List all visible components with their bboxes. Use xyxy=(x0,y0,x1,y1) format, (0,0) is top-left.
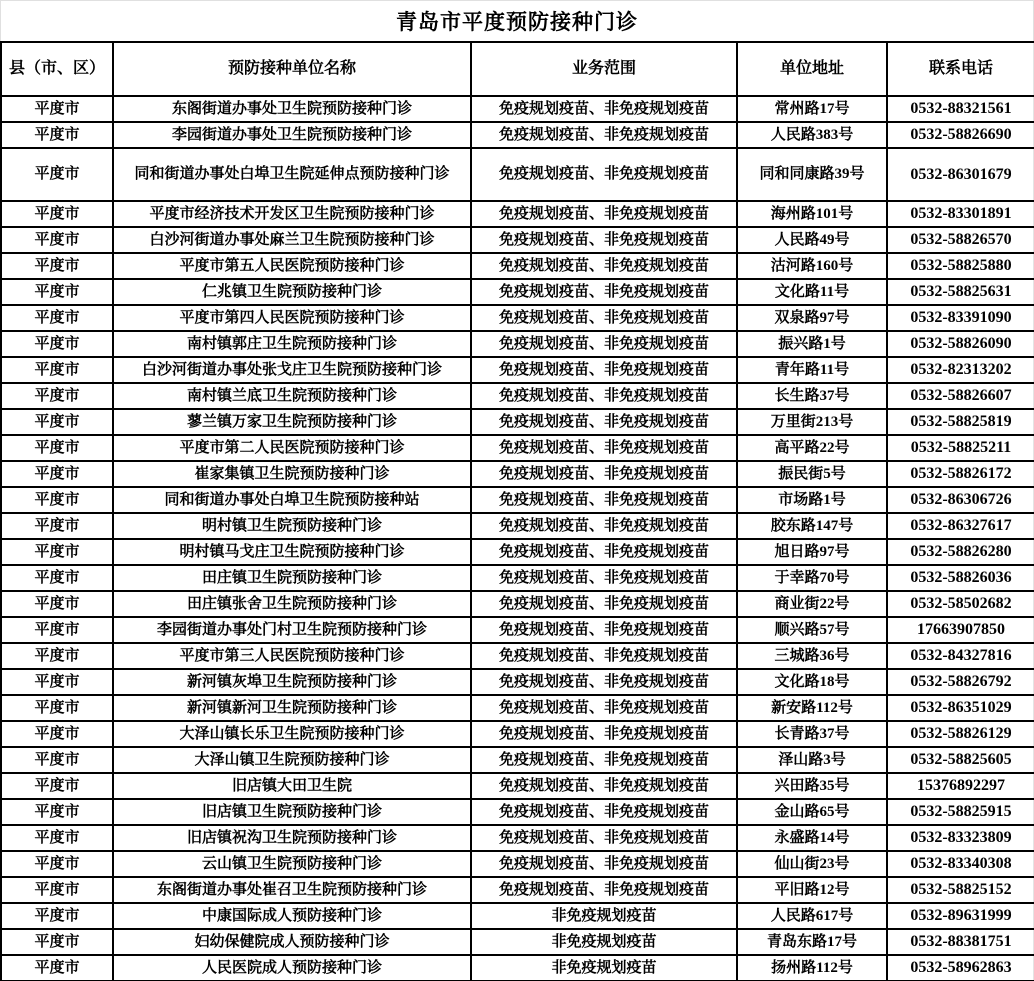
phone-cell: 0532-58826570 xyxy=(887,227,1034,253)
table-row xyxy=(1,955,1034,981)
address-cell: 胶东路147号 xyxy=(737,513,887,539)
unit-name-cell: 妇幼保健院成人预防接种门诊 xyxy=(113,929,471,955)
phone-cell: 0532-86351029 xyxy=(887,695,1034,721)
phone-cell: 0532-58825915 xyxy=(887,799,1034,825)
unit-name-cell: 大泽山镇长乐卫生院预防接种门诊 xyxy=(113,721,471,747)
county-cell: 平度市 xyxy=(1,929,113,955)
address-cell: 文化路18号 xyxy=(737,669,887,695)
scope-cell: 免疫规划疫苗、非免疫规划疫苗 xyxy=(471,799,737,825)
table-row xyxy=(1,122,1034,148)
unit-name-cell: 白沙河街道办事处麻兰卫生院预防接种门诊 xyxy=(113,227,471,253)
address-cell: 人民路383号 xyxy=(737,122,887,148)
table-header xyxy=(1,42,1034,96)
county-cell: 平度市 xyxy=(1,357,113,383)
county-cell: 平度市 xyxy=(1,643,113,669)
table-row xyxy=(1,617,1034,643)
unit-name-cell: 南村镇郭庄卫生院预防接种门诊 xyxy=(113,331,471,357)
header-phone: 联系电话 xyxy=(887,42,1034,96)
header-address: 单位地址 xyxy=(737,42,887,96)
address-cell: 人民路49号 xyxy=(737,227,887,253)
phone-cell: 0532-58826690 xyxy=(887,122,1034,148)
unit-name-cell: 东阁街道办事处崔召卫生院预防接种门诊 xyxy=(113,877,471,903)
unit-name-cell: 中康国际成人预防接种门诊 xyxy=(113,903,471,929)
county-cell: 平度市 xyxy=(1,148,113,201)
phone-cell: 0532-83301891 xyxy=(887,201,1034,227)
unit-name-cell: 大泽山镇卫生院预防接种门诊 xyxy=(113,747,471,773)
unit-name-cell: 云山镇卫生院预防接种门诊 xyxy=(113,851,471,877)
table-row xyxy=(1,305,1034,331)
scope-cell: 免疫规划疫苗、非免疫规划疫苗 xyxy=(471,461,737,487)
county-cell: 平度市 xyxy=(1,487,113,513)
scope-cell: 非免疫规划疫苗 xyxy=(471,903,737,929)
address-cell: 旭日路97号 xyxy=(737,539,887,565)
county-cell: 平度市 xyxy=(1,409,113,435)
unit-name-cell: 仁兆镇卫生院预防接种门诊 xyxy=(113,279,471,305)
county-cell: 平度市 xyxy=(1,695,113,721)
county-cell: 平度市 xyxy=(1,773,113,799)
phone-cell: 0532-58825605 xyxy=(887,747,1034,773)
unit-name-cell: 白沙河街道办事处张戈庄卫生院预防接种门诊 xyxy=(113,357,471,383)
unit-name-cell: 明村镇卫生院预防接种门诊 xyxy=(113,513,471,539)
table-row xyxy=(1,877,1034,903)
unit-name-cell: 平度市第四人民医院预防接种门诊 xyxy=(113,305,471,331)
phone-cell: 0532-58825211 xyxy=(887,435,1034,461)
phone-cell: 0532-86306726 xyxy=(887,487,1034,513)
unit-name-cell: 平度市第三人民医院预防接种门诊 xyxy=(113,643,471,669)
address-cell: 文化路11号 xyxy=(737,279,887,305)
phone-cell: 17663907850 xyxy=(887,617,1034,643)
scope-cell: 免疫规划疫苗、非免疫规划疫苗 xyxy=(471,279,737,305)
county-cell: 平度市 xyxy=(1,227,113,253)
table-row xyxy=(1,565,1034,591)
unit-name-cell: 旧店镇祝沟卫生院预防接种门诊 xyxy=(113,825,471,851)
address-cell: 同和同康路39号 xyxy=(737,148,887,201)
address-cell: 高平路22号 xyxy=(737,435,887,461)
phone-cell: 0532-83340308 xyxy=(887,851,1034,877)
unit-name-cell: 平度市经济技术开发区卫生院预防接种门诊 xyxy=(113,201,471,227)
address-cell: 人民路617号 xyxy=(737,903,887,929)
phone-cell: 0532-58826090 xyxy=(887,331,1034,357)
county-cell: 平度市 xyxy=(1,122,113,148)
scope-cell: 免疫规划疫苗、非免疫规划疫苗 xyxy=(471,409,737,435)
table-row xyxy=(1,409,1034,435)
header-row xyxy=(1,42,1034,96)
scope-cell: 免疫规划疫苗、非免疫规划疫苗 xyxy=(471,851,737,877)
scope-cell: 免疫规划疫苗、非免疫规划疫苗 xyxy=(471,825,737,851)
page-title: 青岛市平度预防接种门诊 xyxy=(0,0,1034,41)
scope-cell: 免疫规划疫苗、非免疫规划疫苗 xyxy=(471,773,737,799)
table-row xyxy=(1,825,1034,851)
address-cell: 市场路1号 xyxy=(737,487,887,513)
unit-name-cell: 李园街道办事处门村卫生院预防接种门诊 xyxy=(113,617,471,643)
header-scope: 业务范围 xyxy=(471,42,737,96)
phone-cell: 0532-83323809 xyxy=(887,825,1034,851)
county-cell: 平度市 xyxy=(1,747,113,773)
table-row xyxy=(1,435,1034,461)
table-row xyxy=(1,747,1034,773)
phone-cell: 15376892297 xyxy=(887,773,1034,799)
address-cell: 青岛东路17号 xyxy=(737,929,887,955)
table-row xyxy=(1,148,1034,201)
county-cell: 平度市 xyxy=(1,955,113,981)
scope-cell: 免疫规划疫苗、非免疫规划疫苗 xyxy=(471,591,737,617)
unit-name-cell: 田庄镇卫生院预防接种门诊 xyxy=(113,565,471,591)
address-cell: 新安路112号 xyxy=(737,695,887,721)
scope-cell: 免疫规划疫苗、非免疫规划疫苗 xyxy=(471,357,737,383)
county-cell: 平度市 xyxy=(1,825,113,851)
table-row xyxy=(1,799,1034,825)
scope-cell: 免疫规划疫苗、非免疫规划疫苗 xyxy=(471,695,737,721)
table-row xyxy=(1,669,1034,695)
scope-cell: 免疫规划疫苗、非免疫规划疫苗 xyxy=(471,435,737,461)
address-cell: 扬州路112号 xyxy=(737,955,887,981)
scope-cell: 免疫规划疫苗、非免疫规划疫苗 xyxy=(471,617,737,643)
table-row xyxy=(1,201,1034,227)
header-unit-name: 预防接种单位名称 xyxy=(113,42,471,96)
unit-name-cell: 新河镇新河卫生院预防接种门诊 xyxy=(113,695,471,721)
table-row xyxy=(1,253,1034,279)
table-body xyxy=(1,96,1034,981)
table-row xyxy=(1,929,1034,955)
phone-cell: 0532-58825819 xyxy=(887,409,1034,435)
county-cell: 平度市 xyxy=(1,591,113,617)
county-cell: 平度市 xyxy=(1,513,113,539)
table-row xyxy=(1,773,1034,799)
table-row xyxy=(1,227,1034,253)
table-row xyxy=(1,383,1034,409)
address-cell: 常州路17号 xyxy=(737,96,887,122)
county-cell: 平度市 xyxy=(1,851,113,877)
scope-cell: 免疫规划疫苗、非免疫规划疫苗 xyxy=(471,513,737,539)
table-row xyxy=(1,331,1034,357)
scope-cell: 免疫规划疫苗、非免疫规划疫苗 xyxy=(471,227,737,253)
address-cell: 三城路36号 xyxy=(737,643,887,669)
address-cell: 沽河路160号 xyxy=(737,253,887,279)
scope-cell: 免疫规划疫苗、非免疫规划疫苗 xyxy=(471,383,737,409)
scope-cell: 非免疫规划疫苗 xyxy=(471,929,737,955)
table-row xyxy=(1,695,1034,721)
unit-name-cell: 平度市第二人民医院预防接种门诊 xyxy=(113,435,471,461)
unit-name-cell: 平度市第五人民医院预防接种门诊 xyxy=(113,253,471,279)
address-cell: 仙山街23号 xyxy=(737,851,887,877)
scope-cell: 免疫规划疫苗、非免疫规划疫苗 xyxy=(471,877,737,903)
county-cell: 平度市 xyxy=(1,201,113,227)
unit-name-cell: 蓼兰镇万家卫生院预防接种门诊 xyxy=(113,409,471,435)
table-row xyxy=(1,96,1034,122)
unit-name-cell: 旧店镇卫生院预防接种门诊 xyxy=(113,799,471,825)
phone-cell: 0532-58825880 xyxy=(887,253,1034,279)
unit-name-cell: 崔家集镇卫生院预防接种门诊 xyxy=(113,461,471,487)
scope-cell: 免疫规划疫苗、非免疫规划疫苗 xyxy=(471,669,737,695)
phone-cell: 0532-58962863 xyxy=(887,955,1034,981)
county-cell: 平度市 xyxy=(1,617,113,643)
phone-cell: 0532-82313202 xyxy=(887,357,1034,383)
address-cell: 长生路37号 xyxy=(737,383,887,409)
county-cell: 平度市 xyxy=(1,383,113,409)
scope-cell: 免疫规划疫苗、非免疫规划疫苗 xyxy=(471,148,737,201)
phone-cell: 0532-86301679 xyxy=(887,148,1034,201)
county-cell: 平度市 xyxy=(1,799,113,825)
scope-cell: 免疫规划疫苗、非免疫规划疫苗 xyxy=(471,253,737,279)
scope-cell: 非免疫规划疫苗 xyxy=(471,955,737,981)
address-cell: 泽山路3号 xyxy=(737,747,887,773)
address-cell: 振民街5号 xyxy=(737,461,887,487)
address-cell: 于幸路70号 xyxy=(737,565,887,591)
address-cell: 双泉路97号 xyxy=(737,305,887,331)
phone-cell: 0532-83391090 xyxy=(887,305,1034,331)
county-cell: 平度市 xyxy=(1,461,113,487)
county-cell: 平度市 xyxy=(1,435,113,461)
table-row xyxy=(1,591,1034,617)
scope-cell: 免疫规划疫苗、非免疫规划疫苗 xyxy=(471,747,737,773)
county-cell: 平度市 xyxy=(1,669,113,695)
table-row xyxy=(1,721,1034,747)
phone-cell: 0532-89631999 xyxy=(887,903,1034,929)
address-cell: 平旧路12号 xyxy=(737,877,887,903)
unit-name-cell: 人民医院成人预防接种门诊 xyxy=(113,955,471,981)
scope-cell: 免疫规划疫苗、非免疫规划疫苗 xyxy=(471,643,737,669)
phone-cell: 0532-58826280 xyxy=(887,539,1034,565)
phone-cell: 0532-58826036 xyxy=(887,565,1034,591)
address-cell: 振兴路1号 xyxy=(737,331,887,357)
scope-cell: 免疫规划疫苗、非免疫规划疫苗 xyxy=(471,122,737,148)
unit-name-cell: 南村镇兰底卫生院预防接种门诊 xyxy=(113,383,471,409)
scope-cell: 免疫规划疫苗、非免疫规划疫苗 xyxy=(471,721,737,747)
county-cell: 平度市 xyxy=(1,539,113,565)
table-row xyxy=(1,487,1034,513)
scope-cell: 免疫规划疫苗、非免疫规划疫苗 xyxy=(471,539,737,565)
address-cell: 万里街213号 xyxy=(737,409,887,435)
table-row xyxy=(1,279,1034,305)
county-cell: 平度市 xyxy=(1,903,113,929)
scope-cell: 免疫规划疫苗、非免疫规划疫苗 xyxy=(471,201,737,227)
unit-name-cell: 同和街道办事处白埠卫生院延伸点预防接种门诊 xyxy=(113,148,471,201)
phone-cell: 0532-88321561 xyxy=(887,96,1034,122)
county-cell: 平度市 xyxy=(1,721,113,747)
table-row xyxy=(1,513,1034,539)
address-cell: 青年路11号 xyxy=(737,357,887,383)
phone-cell: 0532-58502682 xyxy=(887,591,1034,617)
table-row xyxy=(1,539,1034,565)
unit-name-cell: 同和街道办事处白埠卫生院预防接种站 xyxy=(113,487,471,513)
county-cell: 平度市 xyxy=(1,253,113,279)
phone-cell: 0532-58826607 xyxy=(887,383,1034,409)
scope-cell: 免疫规划疫苗、非免疫规划疫苗 xyxy=(471,305,737,331)
unit-name-cell: 明村镇马戈庄卫生院预防接种门诊 xyxy=(113,539,471,565)
phone-cell: 0532-58826129 xyxy=(887,721,1034,747)
table-row xyxy=(1,357,1034,383)
unit-name-cell: 李园街道办事处卫生院预防接种门诊 xyxy=(113,122,471,148)
phone-cell: 0532-84327816 xyxy=(887,643,1034,669)
scope-cell: 免疫规划疫苗、非免疫规划疫苗 xyxy=(471,331,737,357)
scope-cell: 免疫规划疫苗、非免疫规划疫苗 xyxy=(471,565,737,591)
address-cell: 海州路101号 xyxy=(737,201,887,227)
table-row xyxy=(1,461,1034,487)
unit-name-cell: 新河镇灰埠卫生院预防接种门诊 xyxy=(113,669,471,695)
table-row xyxy=(1,851,1034,877)
scope-cell: 免疫规划疫苗、非免疫规划疫苗 xyxy=(471,96,737,122)
address-cell: 顺兴路57号 xyxy=(737,617,887,643)
clinic-table xyxy=(0,41,1034,981)
county-cell: 平度市 xyxy=(1,279,113,305)
header-county: 县（市、区） xyxy=(1,42,113,96)
address-cell: 金山路65号 xyxy=(737,799,887,825)
unit-name-cell: 田庄镇张舍卫生院预防接种门诊 xyxy=(113,591,471,617)
unit-name-cell: 旧店镇大田卫生院 xyxy=(113,773,471,799)
address-cell: 兴田路35号 xyxy=(737,773,887,799)
county-cell: 平度市 xyxy=(1,305,113,331)
phone-cell: 0532-58825631 xyxy=(887,279,1034,305)
address-cell: 永盛路14号 xyxy=(737,825,887,851)
phone-cell: 0532-58826792 xyxy=(887,669,1034,695)
unit-name-cell: 东阁街道办事处卫生院预防接种门诊 xyxy=(113,96,471,122)
table-row xyxy=(1,643,1034,669)
address-cell: 商业街22号 xyxy=(737,591,887,617)
phone-cell: 0532-88381751 xyxy=(887,929,1034,955)
phone-cell: 0532-58825152 xyxy=(887,877,1034,903)
county-cell: 平度市 xyxy=(1,877,113,903)
county-cell: 平度市 xyxy=(1,96,113,122)
scope-cell: 免疫规划疫苗、非免疫规划疫苗 xyxy=(471,487,737,513)
phone-cell: 0532-58826172 xyxy=(887,461,1034,487)
county-cell: 平度市 xyxy=(1,565,113,591)
table-row xyxy=(1,903,1034,929)
address-cell: 长青路37号 xyxy=(737,721,887,747)
phone-cell: 0532-86327617 xyxy=(887,513,1034,539)
county-cell: 平度市 xyxy=(1,331,113,357)
